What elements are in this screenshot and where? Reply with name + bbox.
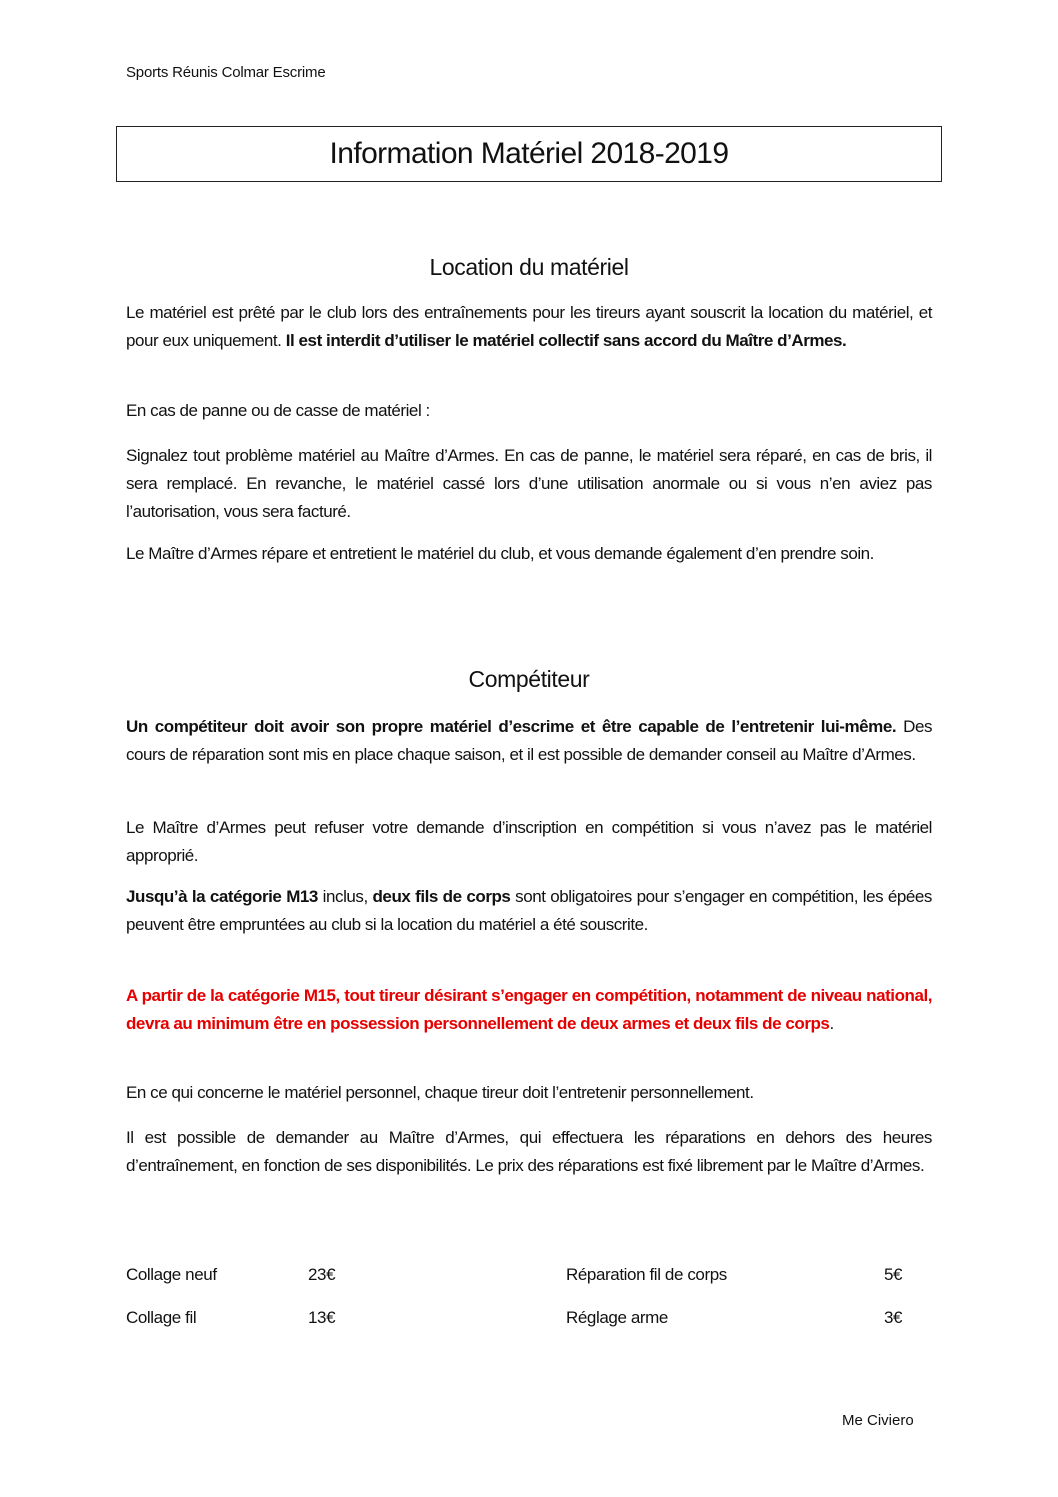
signature: Me Civiero (842, 1412, 914, 1429)
price-label: Réglage arme (566, 1308, 668, 1327)
section-heading-location: Location du matériel (429, 254, 629, 280)
competiteur-paragraph-3: Jusqu’à la catégorie M13 inclus, deux fils de corps sont obligatoires pour s’engager en compétition, les épées peuvent être empruntées au club si la location du matériel a été souscrite. (126, 887, 932, 934)
title-box (116, 126, 942, 182)
location-paragraph-3: Signalez tout problème matériel au Maître d’Armes. En cas de panne, le matériel sera réparé, en cas de bris, il sera remplacé. En revanche, le matériel cassé lors d’une utilisation anormale ou si vous n’en aviez pas l’autorisation, vous sera facturé. (126, 446, 932, 521)
price-label: Collage fil (126, 1308, 197, 1327)
location-paragraph-2: En cas de panne ou de casse de matériel : (126, 401, 430, 420)
club-name: Sports Réunis Colmar Escrime (126, 64, 326, 81)
competiteur-paragraph-5: En ce qui concerne le matériel personnel, chaque tireur doit l’entretenir personnellement. (126, 1083, 754, 1102)
price-value: 5€ (884, 1265, 903, 1284)
price-label: Collage neuf (126, 1265, 217, 1284)
price-label: Réparation fil de corps (566, 1265, 727, 1284)
price-value: 3€ (884, 1308, 903, 1327)
warning-text: A partir de la catégorie M15, tout tireur désirant s’engager en compétition, notamment de niveau national, devra au minimum être en possession personnellement de deux armes et deux fils de corps (126, 986, 932, 1033)
page-title: Information Matériel 2018-2019 (329, 137, 729, 170)
location-paragraph-4: Le Maître d’Armes répare et entretient le matériel du club, et vous demande également d’en prendre soin. (126, 544, 874, 563)
competiteur-paragraph-6: Il est possible de demander au Maître d’Armes, qui effectuera les réparations en dehors des heures d’entraînement, en fonction de ses disponibilités. Le prix des réparations est fixé librement par le Maître d’Armes. (126, 1128, 932, 1175)
competiteur-paragraph-2: Le Maître d’Armes peut refuser votre demande d’inscription en compétition si vous n’avez pas le matériel approprié. (126, 818, 932, 865)
competiteur-paragraph-1: Un compétiteur doit avoir son propre matériel d’escrime et être capable de l’entretenir lui-même. Des cours de réparation sont mis en place chaque saison, et il est possible de demander conseil au Maître d’Armes. (126, 717, 932, 764)
price-value: 13€ (308, 1308, 336, 1327)
section-heading-competiteur: Compétiteur (468, 666, 590, 692)
location-paragraph-1: Le matériel est prêté par le club lors des entraînements pour les tireurs ayant souscrit la location du matériel, et pour eux uniquement. Il est interdit d’utiliser le matériel collectif sans accord du Maître d’Armes. (126, 303, 932, 350)
price-value: 23€ (308, 1265, 336, 1284)
competiteur-warning-paragraph: A partir de la catégorie M15, tout tireur désirant s’engager en compétition, notamment de niveau national, devra au minimum être en possession personnellement de deux armes et deux fils de corps. (126, 986, 932, 1033)
